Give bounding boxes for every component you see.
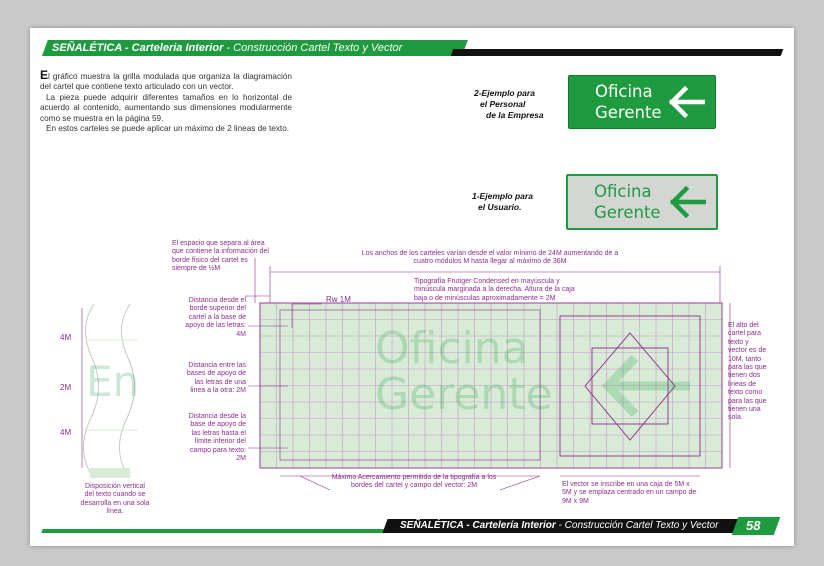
footer-band	[30, 517, 794, 537]
ghost-line-1: Oficina	[375, 323, 529, 374]
vertical-measure-top: 4M	[60, 333, 72, 342]
footer-green-line	[41, 529, 392, 533]
leader-maximo-left	[300, 476, 330, 490]
footer-title-rest: - Construcción Cartel Texto y Vector	[555, 520, 719, 531]
header-title-rest: - Construcción Cartel Texto y Vector	[223, 42, 403, 54]
document-page	[30, 28, 794, 546]
footer-title-bold: SEÑALÉTICA - Cartelería Interior	[400, 520, 556, 531]
annotation-distancia-borde: Distancia desde el borde superior del cartel a la base de apoyo de las letras: 4M	[185, 297, 246, 338]
vertical-measure-bot: 4M	[60, 428, 72, 437]
intro-paragraph-3: En estos carteles se puede aplicar un máximo de 2 lineas de texto.	[46, 124, 290, 134]
example-personal-line-1: 2-Ejemplo para	[474, 88, 535, 98]
sign-personal-line-2: Gerente	[595, 103, 662, 122]
footer-title	[400, 520, 718, 532]
intro-p1: l gráfico muestra la grilla modulada que organiza la diagramación del cartel que contiene texto articulado con un vector.	[40, 72, 292, 92]
example-personal-line-3: de la Empresa	[486, 110, 544, 120]
construction-diagram	[30, 28, 794, 546]
example-usuario-line-2: el Usuario.	[478, 202, 522, 212]
ghost-vertical-text: En	[86, 357, 140, 406]
drop-cap: E	[40, 68, 49, 82]
page-number: 58	[746, 518, 761, 533]
sign-usuario-line-1: Oficina	[594, 182, 652, 201]
sign-personal-line-1: Oficina	[595, 82, 653, 101]
annotation-maximo: Máximo Acercamiento permitido de la tipografía a los bordes del cartel y campo del vector: 2M	[331, 474, 497, 490]
annotation-espacio: El espacio que separa al área que contiene la información del borde físico del cartel es siempre de ½M	[172, 240, 269, 273]
ghost-sign-text	[375, 323, 553, 420]
annotation-tipografia: Tipografía Frutiger Condensed en mayúscula y minúscula marginada a la derecha. Altura de la caja baja o de minúsculas aproximadamente = 2M	[414, 278, 575, 302]
annotation-distancia-base: Distancia desde la base de apoyo de las letras hasta el límite inferior del campo para texto: 2M	[188, 413, 246, 463]
vertical-measure-mid: 2M	[60, 383, 72, 392]
annotation-rw: Rw 1M	[326, 295, 351, 304]
annotation-distancia-lineas: Distancia entre las bases de apoyo de las letras de una linea a la otra: 2M	[186, 362, 246, 395]
annotation-alto: El alto del cartel para texto y vector es de 10M, tanto para las que tienen dos lineas de texto como para las que tienen una sola.	[728, 322, 767, 422]
ghost-line-2: Gerente	[375, 369, 553, 420]
annotation-anchos: Los anchos de los carteles varían desde el valor mínimo de 24M aumentando de a cuatro módulos M hasta llegar al máximo de 36M	[361, 250, 619, 266]
vertical-base-tint	[90, 468, 130, 478]
sign-usuario-line-2: Gerente	[594, 203, 661, 222]
header-title-bold: SEÑALÉTICA - Carteleria Interior	[52, 42, 224, 54]
example-personal-line-2: el Personal	[480, 99, 526, 109]
example-usuario-line-1: 1-Ejemplo para	[472, 191, 533, 201]
intro-paragraph-2: La pieza puede adquirir diferentes tamaños en lo horizontal de acuerdo al contenido, aumentando sus dimensiones modularmente como se muestra en la página 59.	[40, 92, 292, 123]
leader-maximo-right	[500, 476, 540, 490]
annotation-vector: El vector se inscribe en una caja de 5M x 5M y se emplaza centrado en un campo de 9M x 9M	[562, 481, 697, 505]
annotation-disposicion: Disposición vertical del texto cuando se desarrolla en una sola línea.	[80, 483, 150, 516]
